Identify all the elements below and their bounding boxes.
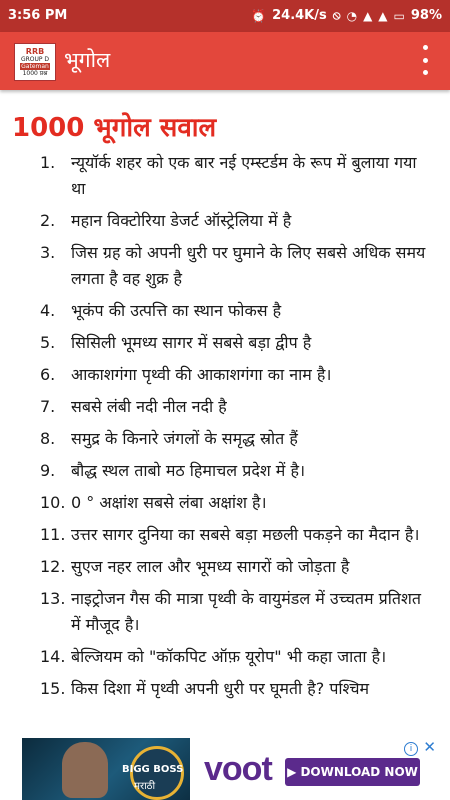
status-bar <box>0 0 450 32</box>
list-item: 15. किस दिशा में पृथ्वी अपनी धुरी पर घूमती है? पश्चिम <box>40 679 370 698</box>
battery-level: 98% <box>410 8 442 23</box>
question-list <box>0 150 450 708</box>
ad-show-sub: मराठी <box>134 781 156 792</box>
battery-icon: ▭ <box>393 8 405 23</box>
app-bar <box>0 32 450 90</box>
list-item: 10. 0 ° अक्षांश सबसे लंबा अक्षांश है। <box>40 493 267 512</box>
ad-show-name: BIGG BOSS <box>122 764 184 775</box>
alarm-icon: ⏰ <box>251 8 267 23</box>
list-item: 9. बौद्ध स्थल ताबो मठ हिमाचल प्रदेश में है। <box>40 461 306 480</box>
network-speed: 24.4K/s <box>272 8 327 23</box>
page-title: भूगोल <box>64 48 111 72</box>
app-logo <box>14 43 56 81</box>
wifi-icon: ◔ <box>346 8 358 23</box>
logo-line1: RRB <box>25 47 45 56</box>
logo-line4: 1000 प्रश्न <box>22 70 48 77</box>
list-item: 8. समुद्र के किनारे जंगलों के समृद्ध स्रोत हैं <box>40 429 298 448</box>
ad-brand[interactable]: voot <box>204 750 272 788</box>
content-heading: 1000 भूगोल सवाल <box>12 113 217 143</box>
download-now-button[interactable]: ▶ DOWNLOAD NOW <box>285 758 420 786</box>
ad-info-icon[interactable]: i <box>404 742 418 756</box>
logo-line3: Gateman <box>21 63 49 70</box>
signal-icon: ▲ <box>363 8 373 23</box>
list-item: 5. सिसिली भूमध्य सागर में सबसे बड़ा द्वीप है <box>40 333 312 352</box>
list-item: 3. जिस ग्रह को अपनी धुरी पर घुमाने के लिए सबसे अधिक समय लगता है वह शुक्र है <box>40 243 426 288</box>
ad-person-image <box>62 742 108 798</box>
ad-close-icon[interactable]: ✕ <box>423 738 436 756</box>
list-item: 14. बेल्जियम को "कॉकपिट ऑफ़ यूरोप" भी कहा जाता है। <box>40 647 387 666</box>
list-item: 11. उत्तर सागर दुनिया का सबसे बड़ा मछली पकड़ने का मैदान है। <box>40 525 420 544</box>
list-item: 4. भूकंप की उत्पत्ति का स्थान फोकस है <box>40 301 282 320</box>
status-icons <box>251 8 442 23</box>
ad-image[interactable] <box>22 738 190 800</box>
signal-icon-2: ▲ <box>378 8 388 23</box>
list-item: 12. सुएज नहर लाल और भूमध्य सागरों को जोड़ता है <box>40 557 350 576</box>
overflow-menu-icon[interactable] <box>422 45 428 75</box>
list-item: 7. सबसे लंबी नदी नील नदी है <box>40 397 227 416</box>
status-time: 3:56 PM <box>8 8 68 23</box>
list-item: 2. महान विक्टोरिया डेजर्ट ऑस्ट्रेलिया में है <box>40 211 292 230</box>
ad-banner[interactable] <box>0 738 450 800</box>
vibrate-icon: ⦸ <box>332 8 341 22</box>
content-area[interactable] <box>0 90 450 738</box>
logo-line2: GROUP D <box>20 56 50 63</box>
list-item: 13. नाइट्रोजन गैस की मात्रा पृथ्वी के वायुमंडल में उच्चतम प्रतिशत में मौजूद है। <box>40 589 422 634</box>
list-item: 6. आकाशगंगा पृथ्वी की आकाशगंगा का नाम है। <box>40 365 332 384</box>
list-item: 1. न्यूयॉर्क शहर को एक बार नई एम्स्टर्डम के रूप में बुलाया गया था <box>40 153 417 198</box>
